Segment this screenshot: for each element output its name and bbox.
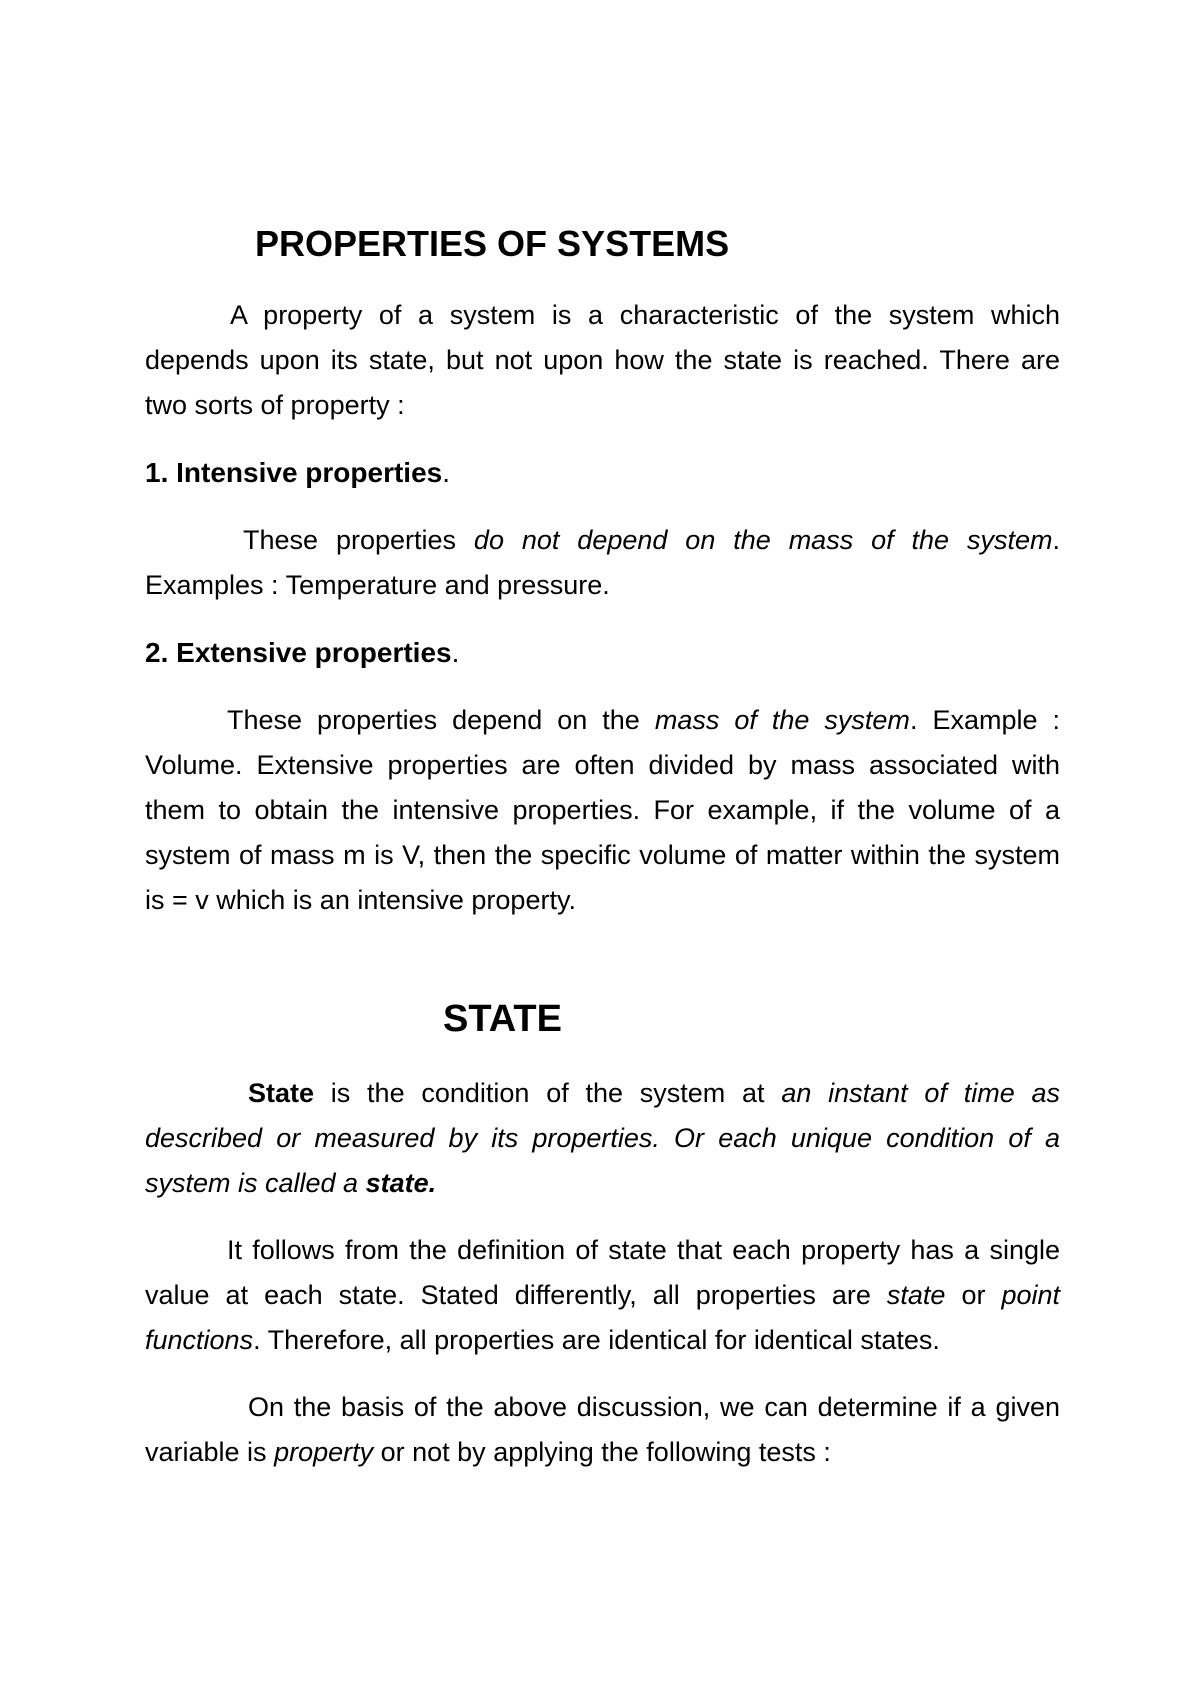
state-definition-paragraph	[145, 1071, 1060, 1206]
state-basis-paragraph	[145, 1385, 1060, 1475]
extensive-tail: . Example : Volume. Extensive properties are often divided by mass associated with them to obtain the intensive properties. For example, if the volume of a system of mass m is V, then the specific volume of matter within the system is = v which is an intensive property.	[145, 705, 1061, 915]
state-def-text: is the condition of the system at	[314, 1078, 782, 1108]
extensive-heading-dot: .	[451, 637, 460, 668]
intensive-heading-dot: .	[442, 457, 451, 488]
state-follow-3: . Therefore, all properties are identical for identical states.	[253, 1325, 940, 1355]
intensive-heading-text: Intensive properties	[176, 457, 443, 488]
page-title: PROPERTIES OF SYSTEMS	[255, 223, 730, 264]
extensive-lead: These properties depend on the	[227, 705, 655, 735]
state-follow-italic-1: state	[886, 1280, 946, 1310]
extensive-paragraph	[145, 698, 1060, 923]
state-basis-1: On the basis of the above discussion, we can determine if a given variable is	[145, 1392, 1060, 1467]
intro-paragraph	[145, 293, 1060, 428]
extensive-heading	[145, 630, 1060, 676]
intensive-heading	[145, 450, 1060, 496]
state-def-italic-bold: state.	[365, 1168, 437, 1198]
state-title: STATE	[443, 998, 562, 1040]
extensive-heading-text: Extensive properties	[176, 637, 452, 668]
state-basis-italic: property	[274, 1437, 374, 1467]
intensive-lead: These properties	[243, 525, 474, 555]
intensive-italic: do not depend on the mass of the system	[473, 525, 1053, 555]
document-body	[145, 215, 1060, 1497]
intensive-paragraph	[145, 518, 1060, 608]
state-follows-paragraph	[145, 1228, 1060, 1363]
state-follow-italic-2: point functions	[145, 1280, 1061, 1355]
intensive-number: 1.	[145, 457, 169, 488]
extensive-number: 2.	[145, 637, 169, 668]
state-follow-1: It follows from the definition of state that each property has a single value at each state. Stated differently, all properties are	[145, 1235, 1060, 1310]
extensive-italic: mass of the system	[654, 705, 910, 735]
intro-text: A property of a system is a characteristic of the system which depends upon its state, but not upon how the state is reached. There are two sorts of property :	[145, 300, 1060, 420]
state-def-italic: an instant of time as described or measured by its properties. Or each unique condition of a system is called a	[145, 1078, 1060, 1198]
intensive-tail: . Examples : Temperature and pressure.	[145, 525, 1060, 600]
state-basis-2: or not by applying the following tests :	[373, 1437, 831, 1467]
state-def-bold: State	[248, 1078, 315, 1108]
state-follow-2: or	[945, 1280, 1002, 1310]
